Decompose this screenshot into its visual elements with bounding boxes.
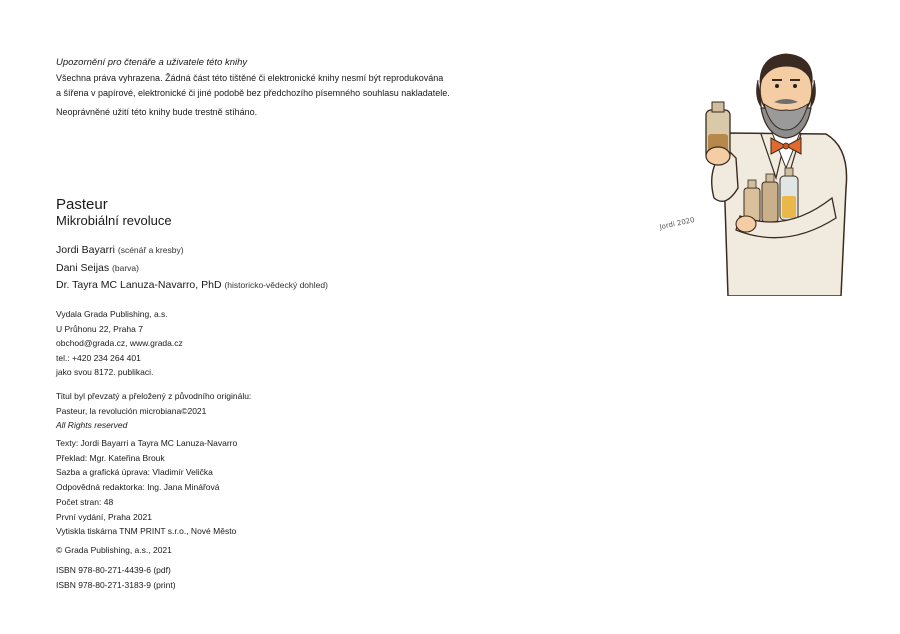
notice-line-3: Neoprávněné užití této knihy bude trestně stíháno. bbox=[56, 107, 258, 117]
credit-author: Jordi Bayarri (scénář a kresby) bbox=[56, 244, 184, 256]
publisher-info: Vydala Grada Publishing, a.s. U Průhonu 22, Praha 7 obchod@grada.cz, www.grada.cz tel.: +420 234 264 401 jako svou 8172. publikaci. bbox=[56, 309, 183, 377]
notice-line-1: Všechna práva vyhrazena. Žádná část této tištěné či elektronické knihy nesmí být reprodukována bbox=[56, 73, 444, 83]
book-title: Pasteur bbox=[56, 196, 108, 213]
credits bbox=[56, 242, 328, 295]
original-title-info: Titul byl převzatý a přeložený z původního originálu: Pasteur, la revolución microbiana©2021 All Rights reserved bbox=[56, 391, 252, 430]
book-subtitle: Mikrobiální revoluce bbox=[56, 213, 172, 228]
staff-info: Texty: Jordi Bayarri a Tayra MC Lanuza-Navarro Překlad: Mgr. Kateřina Brouk Sazba a grafická úprava: Vladimír Velička Odpovědná redaktorka: Ing. Jana Minářová bbox=[56, 438, 238, 492]
isbn-info: ISBN 978-80-271-4439-6 (pdf) ISBN 978-80-271-3183-9 (print) bbox=[56, 565, 176, 590]
copyright-line: © Grada Publishing, a.s., 2021 bbox=[56, 545, 172, 555]
notice-title: Upozornění pro čtenáře a uživatele této knihy bbox=[56, 57, 248, 68]
credit-supervisor: Dr. Tayra MC Lanuza-Navarro, PhD (historicko-vědecký dohled) bbox=[56, 279, 328, 291]
pasteur-illustration bbox=[636, 38, 858, 296]
credit-colorist: Dani Seijas (barva) bbox=[56, 261, 139, 274]
artist-signature: Jordi 2020 bbox=[658, 215, 696, 232]
reader-notice bbox=[56, 55, 556, 120]
notice-line-2: a šířena v papírové, elektronické či jiné podobě bez předchozího písemného souhlasu nakladatele. bbox=[56, 88, 450, 98]
edition-info: Počet stran: 48 První vydání, Praha 2021 Vytiskla tiskárna TNM PRINT s.r.o., Nové Město bbox=[56, 497, 237, 536]
